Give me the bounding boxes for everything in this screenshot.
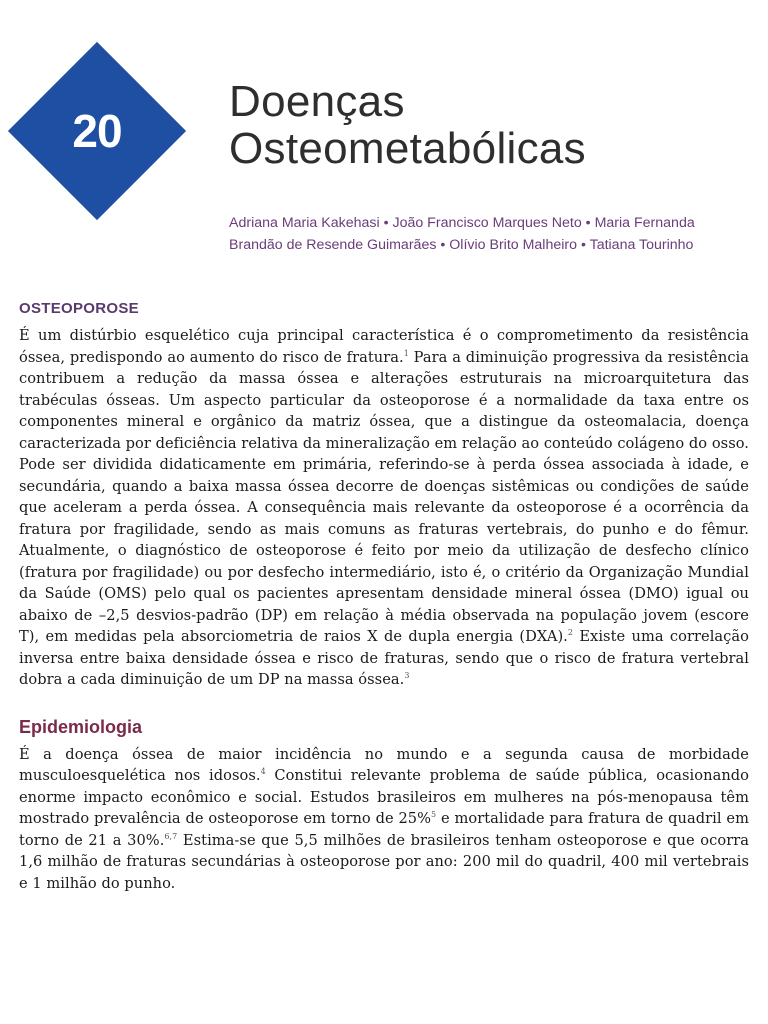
chapter-header bbox=[0, 0, 768, 280]
reference-marker: 5 bbox=[431, 810, 437, 819]
paragraph-text: Constitui relevante problema de saúde pública, ocasionando enorme impacto econômico e social. Estudos brasileiros em mulheres na pós-menopausa têm mostrado prevalência de osteoporose em torno de 25% bbox=[19, 767, 749, 827]
chapter-content bbox=[19, 300, 749, 894]
chapter-title bbox=[229, 78, 586, 172]
paragraph-text: Para a diminuição progressiva da resistência contribuem a redução da massa óssea e alterações estruturais na microarquitetura das trabéculas ósseas. Um aspecto particular da osteoporose é a normalidade da taxa entre os componentes mineral e orgânico da matriz óssea, que a distingue da osteomalacia, doença caracterizada por deficiência relativa da mineralização em relação ao conteúdo colágeno do osso. Pode ser dividida didaticamente em primária, referindo-se à perda óssea associada à idade, e secundária, quando a baixa massa óssea decorre de doenças sistêmicas ou condições de saúde que aceleram a perda óssea. A consequência mais relevante da osteoporose é a ocorrência da fratura por fragilidade, sendo as mais comuns as fraturas vertebrais, do punho e do fêmur. Atualmente, o diagnóstico de osteoporose é feito por meio da utilização de desfecho clínico (fratura por fragilidade) ou por desfecho intermediário, isto é, o critério da Organização Mundial da Saúde (OMS) pelo qual os pacientes apresentam densidade mineral óssea (DMO) igual ou abaixo de –2,5 desvios-padrão (DP) em relação à média observada na população jovem (escore T), em medidas pela absorciometria de raios X de dupla energia (DXA). bbox=[19, 348, 750, 645]
reference-marker: 2 bbox=[567, 628, 574, 637]
reference-marker: 4 bbox=[260, 767, 266, 776]
paragraph-text: É a doença óssea de maior incidência no mundo e a segunda causa de morbidade musculoesquelética nos idosos. bbox=[19, 745, 749, 784]
chapter-authors bbox=[229, 212, 759, 256]
paragraph-text: É um distúrbio esquelético cuja principal característica é o comprometimento da resistência óssea, predispondo ao aumento do risco de fratura. bbox=[19, 327, 749, 366]
subsection-paragraph bbox=[19, 744, 749, 895]
section-paragraph bbox=[19, 325, 749, 691]
paragraph-text: Existe uma correlação inversa entre baixa densidade óssea e risco de fraturas, sendo que o risco de fratura vertebral dobra a cada diminuição de um DP na massa óssea. bbox=[19, 628, 749, 688]
chapter-title-line1: Doenças bbox=[229, 77, 405, 126]
subsection-heading: Epidemiologia bbox=[19, 716, 143, 737]
authors-line2: Brandão de Resende Guimarães • Olívio Brito Malheiro • Tatiana Tourinho bbox=[229, 237, 694, 253]
section-heading: OSTEOPOROSE bbox=[19, 300, 139, 317]
paragraph-text: e mortalidade para fratura de quadril em torno de 21 a 30%. bbox=[19, 810, 749, 849]
reference-marker: 1 bbox=[403, 348, 409, 358]
paragraph-text: Estima-se que 5,5 milhões de brasileiros tenham osteoporose e que ocorra 1,6 milhão de fraturas secundárias à osteoporose por ano: 200 mil do quadril, 400 mil vertebrais e 1 milhão do punho. bbox=[19, 831, 749, 892]
reference-marker: 3 bbox=[404, 671, 410, 680]
reference-marker: 6,7 bbox=[164, 831, 178, 841]
chapter-title-line2: Osteometabólicas bbox=[229, 124, 586, 173]
authors-line1: Adriana Maria Kakehasi • João Francisco Marques Neto • Maria Fernanda bbox=[229, 215, 695, 231]
chapter-number: 20 bbox=[72, 105, 122, 157]
